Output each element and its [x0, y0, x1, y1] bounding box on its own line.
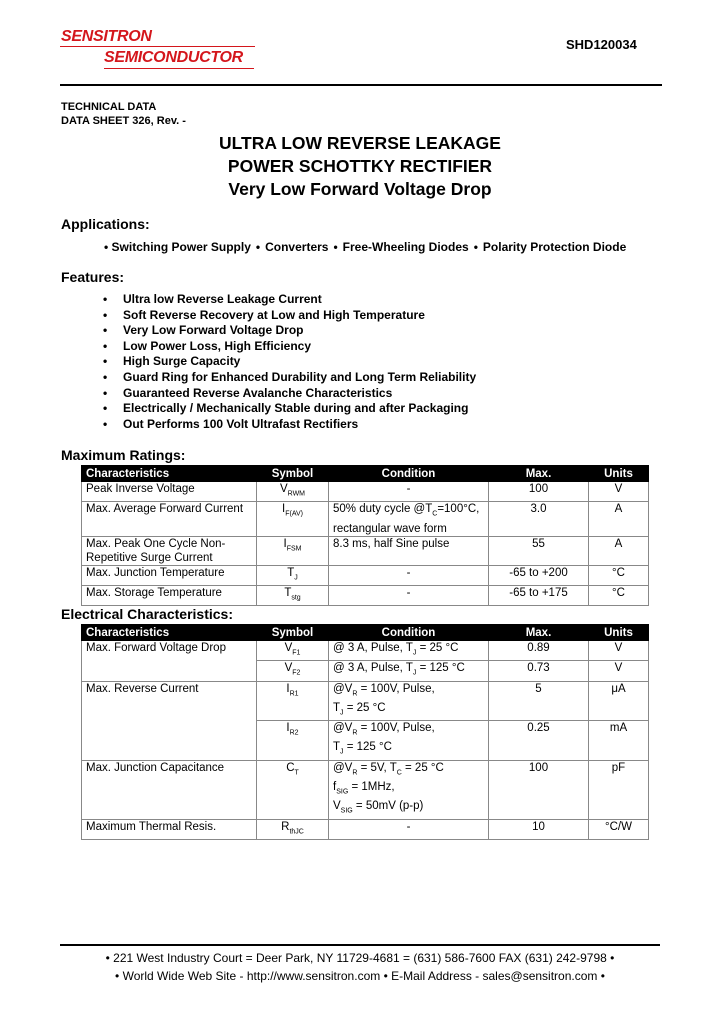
cell-characteristic — [82, 721, 257, 761]
col-condition: Condition — [329, 466, 489, 482]
table-row — [82, 721, 649, 761]
cell-unit: V — [589, 482, 649, 502]
cell-unit: pF — [589, 760, 649, 819]
feature-item: • High Surge Capacity — [98, 354, 476, 370]
cell-characteristic: Max. Peak One Cycle Non- Repetitive Surge Current — [82, 536, 257, 565]
cell-max: 0.25 — [489, 721, 589, 761]
cell-unit: A — [589, 502, 649, 536]
cell-symbol: $I_{R1}$ — [257, 681, 329, 721]
cell-characteristic: Max. Forward Voltage Drop — [82, 641, 257, 661]
cell-condition: @ 3 A, Pulse, $T_J = 25$ °C — [329, 641, 489, 661]
cell-condition: - — [329, 565, 489, 585]
col-condition: Condition — [329, 625, 489, 641]
table-header-row — [82, 625, 649, 641]
footer-rule — [60, 944, 660, 946]
feature-item: • Guaranteed Reverse Avalanche Characteristics — [98, 386, 476, 402]
title-line2: POWER SCHOTTKY RECTIFIER — [227, 156, 493, 176]
col-characteristics: Characteristics — [82, 625, 257, 641]
col-units: Units — [589, 466, 649, 482]
cell-condition: $@V_R = 100V$, Pulse, $T_J = 25$ °C — [329, 681, 489, 721]
app-bullet: • — [473, 240, 478, 254]
feature-item: • Soft Reverse Recovery at Low and High Temperature — [98, 308, 476, 324]
electrical-table — [81, 624, 649, 840]
cell-symbol: $I_{F(AV)}$ — [257, 502, 329, 536]
cell-max: 3.0 — [489, 502, 589, 536]
app-bullet: • — [255, 240, 261, 254]
brand-name-line1: SENSITRON — [61, 28, 152, 45]
features-heading: Features: — [61, 269, 125, 285]
footer-address-text: 221 West Industry Court = Deer Park, NY 11729-4681 = (631) 586-7600 FAX (631) 242-9798 — [113, 951, 607, 965]
brand-name-line2: SEMICONDUCTOR — [104, 49, 243, 66]
app-item: Polarity Protection Diode — [482, 240, 627, 254]
cell-unit: °C — [589, 585, 649, 605]
cell-condition: - — [329, 585, 489, 605]
technical-data-label: TECHNICAL DATA — [61, 101, 157, 113]
feature-item: • Electrically / Mechanically Stable during and after Packaging — [98, 401, 476, 417]
cell-characteristic: Peak Inverse Voltage — [82, 482, 257, 502]
cell-symbol: $T_J$ — [257, 565, 329, 585]
cell-condition: 8.3 ms, half Sine pulse — [329, 536, 489, 565]
table-row — [82, 661, 649, 681]
col-max: Max. — [489, 466, 589, 482]
cell-max: 5 — [489, 681, 589, 721]
cell-unit: μA — [589, 681, 649, 721]
app-bullet: • — [333, 240, 338, 254]
cell-max: 0.73 — [489, 661, 589, 681]
cell-condition: $@V_R = 100V$, Pulse, $T_J = 125$ °C — [329, 721, 489, 761]
cell-max: 100 — [489, 760, 589, 819]
table-row — [82, 565, 649, 585]
header-rule — [60, 84, 662, 86]
cell-condition: - — [329, 482, 489, 502]
table-row — [82, 502, 649, 536]
col-symbol: Symbol — [257, 466, 329, 482]
footer-bullet: • — [115, 969, 120, 983]
app-item: Free-Wheeling Diodes — [342, 240, 469, 254]
cell-condition: $@V_R = 5V$, $T_C = 25$ °C $f_{SIG} = 1MHz$, $V_{SIG} = 50mV$ (p-p) — [329, 760, 489, 819]
website-link[interactable]: World Wide Web Site - http://www.sensitron.com — [122, 969, 381, 983]
footer-bullet: • — [105, 951, 110, 965]
cell-condition: 50% duty cycle $@T_C=100^\circ C$, rectangular wave form — [329, 502, 489, 536]
cell-max: 100 — [489, 482, 589, 502]
cell-symbol: $I_{R2}$ — [257, 721, 329, 761]
cell-characteristic: Max. Junction Temperature — [82, 565, 257, 585]
cell-condition: @ 3 A, Pulse, $T_J = 125$ °C — [329, 661, 489, 681]
data-sheet-number: DATA SHEET 326, Rev. - — [61, 115, 186, 127]
cell-symbol: $V_{F1}$ — [257, 641, 329, 661]
cell-unit: mA — [589, 721, 649, 761]
footer-bullet: • — [600, 969, 605, 983]
cell-max: -65 to +175 — [489, 585, 589, 605]
brand-underline-1 — [60, 46, 255, 47]
cell-unit: A — [589, 536, 649, 565]
applications-heading: Applications: — [61, 216, 150, 232]
email-link[interactable]: E-Mail Address - sales@sensitron.com — [391, 969, 598, 983]
table-row — [82, 760, 649, 819]
app-item: Switching Power Supply — [111, 240, 251, 254]
footer-contact — [0, 968, 720, 985]
part-number: SHD120034 — [566, 37, 637, 52]
table-header-row — [82, 466, 649, 482]
cell-condition: - — [329, 819, 489, 839]
col-units: Units — [589, 625, 649, 641]
title-line1: ULTRA LOW REVERSE LEAKAGE — [219, 133, 501, 153]
cell-characteristic — [82, 661, 257, 681]
cell-symbol: $I_{FSM}$ — [257, 536, 329, 565]
col-characteristics: Characteristics — [82, 466, 257, 482]
table-row — [82, 819, 649, 839]
feature-item: • Low Power Loss, High Efficiency — [98, 339, 476, 355]
cell-max: 10 — [489, 819, 589, 839]
cell-unit: V — [589, 661, 649, 681]
cell-characteristic: Max. Storage Temperature — [82, 585, 257, 605]
cell-symbol: $T_{stg}$ — [257, 585, 329, 605]
table-row — [82, 641, 649, 661]
cell-characteristic: Max. Junction Capacitance — [82, 760, 257, 819]
footer-address — [0, 950, 720, 967]
col-symbol: Symbol — [257, 625, 329, 641]
table-row — [82, 585, 649, 605]
cell-unit: °C/W — [589, 819, 649, 839]
feature-item: • Out Performs 100 Volt Ultrafast Rectifiers — [98, 417, 476, 433]
footer-bullet: • — [610, 951, 615, 965]
cell-characteristic: Max. Reverse Current — [82, 681, 257, 721]
cell-symbol: $R_{thJC}$ — [257, 819, 329, 839]
cell-unit: V — [589, 641, 649, 661]
cell-unit: °C — [589, 565, 649, 585]
table-row — [82, 681, 649, 721]
cell-symbol: $V_{RWM}$ — [257, 482, 329, 502]
electrical-heading: Electrical Characteristics: — [61, 606, 233, 622]
table-row — [82, 482, 649, 502]
cell-symbol: $V_{F2}$ — [257, 661, 329, 681]
brand-underline-2 — [104, 68, 254, 69]
feature-item: • Ultra low Reverse Leakage Current — [98, 292, 476, 308]
cell-max: 55 — [489, 536, 589, 565]
table-row — [82, 536, 649, 565]
cell-max: 0.89 — [489, 641, 589, 661]
feature-item: • Guard Ring for Enhanced Durability and Long Term Reliability — [98, 370, 476, 386]
app-bullet: • — [104, 240, 109, 254]
cell-characteristic: Max. Average Forward Current — [82, 502, 257, 536]
feature-item: • Very Low Forward Voltage Drop — [98, 323, 476, 339]
max-ratings-heading: Maximum Ratings: — [61, 447, 186, 463]
cell-symbol: $C_T$ — [257, 760, 329, 819]
features-list — [98, 292, 476, 432]
cell-characteristic: Maximum Thermal Resis. — [82, 819, 257, 839]
max-ratings-table — [81, 465, 649, 606]
footer-bullet: • — [383, 969, 388, 983]
cell-max: -65 to +200 — [489, 565, 589, 585]
col-max: Max. — [489, 625, 589, 641]
title-line3: Very Low Forward Voltage Drop — [228, 179, 492, 199]
app-item: Converters — [265, 240, 329, 254]
applications-list — [104, 240, 626, 255]
